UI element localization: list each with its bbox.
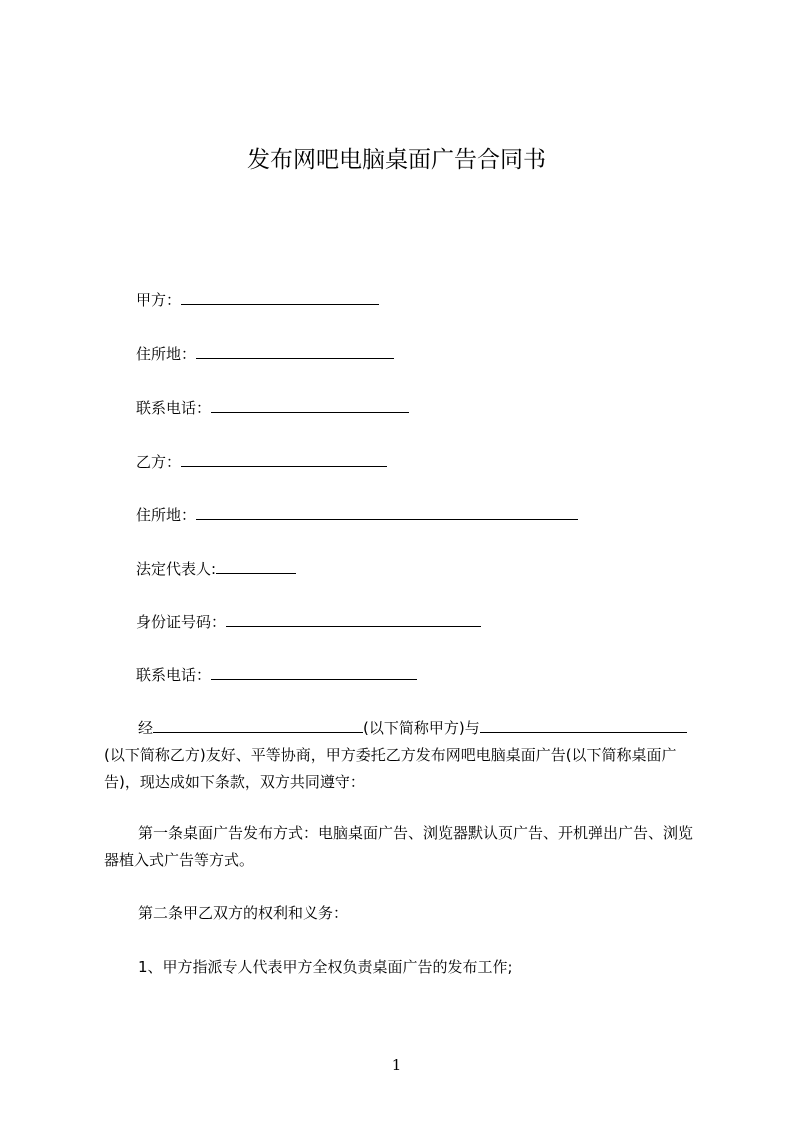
address-b-label: 住所地： <box>136 506 197 524</box>
article-2-heading <box>104 900 704 927</box>
legal-rep-label: 法定代表人: <box>136 560 217 578</box>
item-1-text: 1、甲方指派专人代表甲方全权负责桌面广告的发布工作; <box>138 958 513 976</box>
phone-a-blank <box>211 398 409 413</box>
intro-mid: (以下简称甲方)与 <box>363 719 480 737</box>
legal-rep-blank <box>216 559 296 574</box>
phone-b-label: 联系电话： <box>136 666 212 684</box>
id-number-label: 身份证号码： <box>136 613 227 631</box>
article-1-text: 第一条桌面广告发布方式：电脑桌面广告、浏览器默认页广告、开机弹出广告、浏览器植入式广告等方式。 <box>104 824 694 869</box>
intro-blank-b <box>480 718 687 733</box>
id-number-field <box>136 612 481 632</box>
article-1-paragraph <box>104 820 704 874</box>
id-number-blank <box>226 612 481 627</box>
party-a-blank <box>181 290 379 305</box>
intro-prefix: 经 <box>138 719 154 737</box>
item-1-paragraph <box>104 954 704 981</box>
legal-rep-field <box>136 559 296 579</box>
phone-b-field <box>136 665 417 685</box>
party-b-blank <box>181 452 387 467</box>
intro-rest: (以下简称乙方)友好、平等协商，甲方委托乙方发布网吧电脑桌面广告(以下简称桌面广告)，现达成如下条款，双方共同遵守： <box>104 746 677 791</box>
address-a-field <box>136 344 394 364</box>
document-title: 发布网吧电脑桌面广告合同书 <box>247 147 546 173</box>
address-b-blank <box>196 505 578 520</box>
phone-b-blank <box>211 665 417 680</box>
party-a-field <box>136 290 379 310</box>
phone-a-field <box>136 398 409 418</box>
intro-blank-a <box>153 718 363 733</box>
article-2-text: 第二条甲乙双方的权利和义务： <box>138 904 349 922</box>
page-number: 1 <box>391 1056 402 1074</box>
address-a-label: 住所地： <box>136 345 197 363</box>
intro-paragraph <box>104 715 704 796</box>
address-b-field <box>136 505 578 525</box>
party-a-label: 甲方： <box>136 291 182 309</box>
party-b-field <box>136 452 387 472</box>
phone-a-label: 联系电话： <box>136 399 212 417</box>
party-b-label: 乙方： <box>136 453 182 471</box>
address-a-blank <box>196 344 394 359</box>
